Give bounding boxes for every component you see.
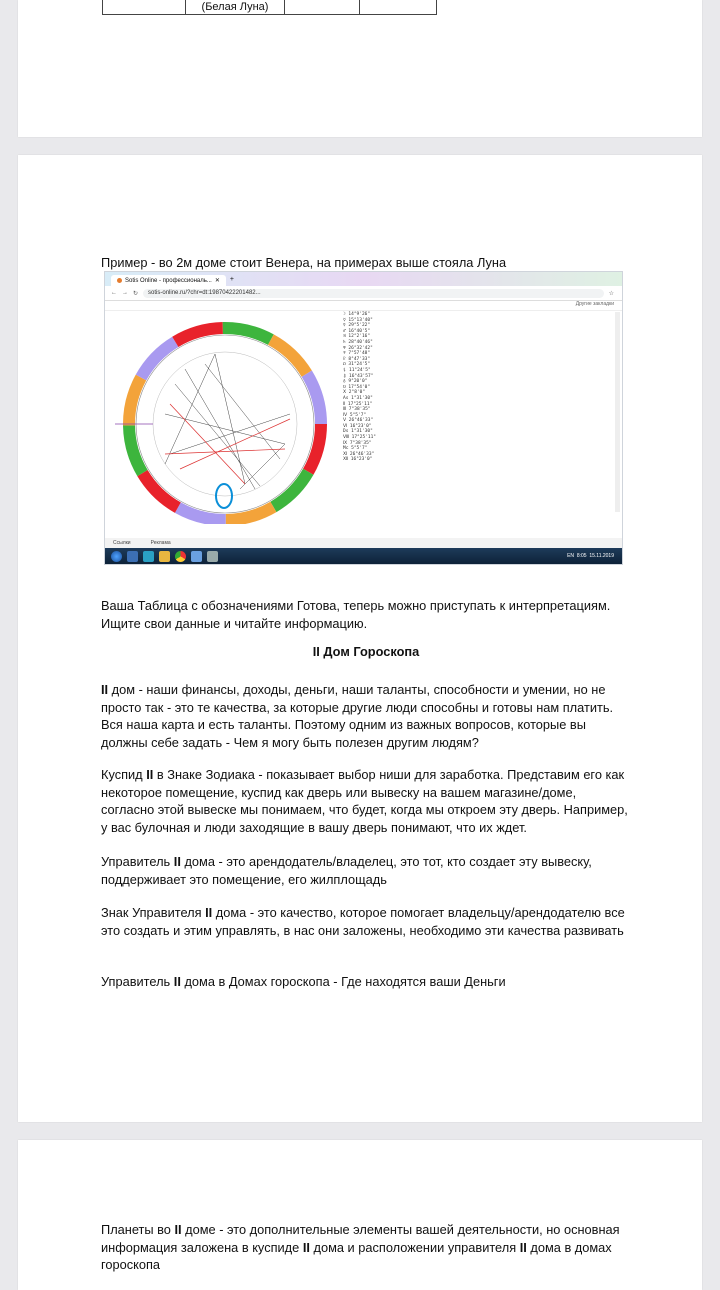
inner-ring	[136, 335, 314, 513]
paragraph-planets-in-house	[101, 1221, 631, 1274]
paragraph-text: в Знаке Зодиака - показывает выбор ниши для заработка. Представим его как некоторое помещение, куспид как дверь или вывеску на вашем магазине/доме, согласно этой вывеске мы понимаем, что будет, когда мы откроем эту дверь. Например, у вас булочная и люди заходящие в вашу дверь понимают, что их ждет.	[101, 767, 628, 835]
bookmarks-bar	[105, 301, 622, 311]
forward-icon: →	[122, 290, 128, 296]
system-tray	[567, 553, 622, 559]
ribbon-ads: Реклама	[150, 540, 171, 546]
start-button-icon	[111, 551, 122, 562]
tray-language: EN	[567, 553, 575, 559]
table-cell	[360, 0, 437, 15]
url-text: sotis-online.ru/?chr=dt:19870422201482...	[148, 290, 261, 296]
paragraph-table-ready: Ваша Таблица с обозначениями Готова, теперь можно приступать к интерпретациям. Ищите свои данные и читайте информацию.	[101, 598, 611, 631]
planet-positions-list: ☽ 14°9'26" ☿ 15°13'40" ♀ 29°5'22" ♂ 16°40'5" ♃ 12°2'16" ♄ 28°40'46" ♅ 26°32'42" ♆ 7°57'48" ♇ 8°47'33" ☊ 31°24'5" ⚸ 11°24'5" ⚷ 16°43'57" ♁ 9°20'0" ☋ 17°54'0" Ⅹ 2°8'0" As 1°31'30" Ⅱ 17°25'11" Ⅲ 7°38'35" Ⅳ 5°5'7" Ⅴ 26°46'33" Ⅵ 16°23'0" Ds 1°31'30" Ⅷ 17°25'11" Ⅸ 7°38'35" Mc 5°5'7" Ⅺ 26°46'33" Ⅻ 16°23'0"	[343, 312, 377, 463]
address-bar-row	[105, 286, 622, 301]
close-icon: ✕	[214, 278, 220, 284]
roman-numeral: II	[519, 1239, 527, 1255]
aspect-lines	[165, 354, 290, 489]
paragraph-text: Управитель	[101, 974, 174, 989]
roman-numeral: II	[173, 854, 181, 869]
paragraph-ruler-sign	[101, 904, 631, 939]
table-cell: (Белая Луна)	[186, 0, 285, 15]
roman-numeral: II	[101, 682, 109, 697]
page-scrollbar	[615, 312, 620, 512]
explorer-icon	[127, 551, 138, 562]
paragraph-house-2	[101, 681, 631, 751]
reload-icon: ↻	[133, 290, 139, 297]
paragraph-text: Знак Управителя	[101, 905, 206, 920]
document-page-2	[18, 155, 702, 1122]
new-tab-icon: +	[229, 275, 234, 283]
paragraph-text: дом - наши финансы, доходы, деньги, наши таланты, способности и умении, но не просто так - это те качества, за которые другие люди способны и готовы нам платить. Вся наша карта и есть таланты. Поэтому одним из важных вопросов, которые вы должны себе задать - Чем я могу быть полезен другим людям?	[101, 682, 614, 750]
planet-table-fragment	[102, 0, 437, 15]
roman-numeral: II	[174, 1222, 182, 1237]
house-ring	[153, 352, 297, 496]
paragraph-text: дома и расположении управителя	[309, 1239, 520, 1255]
windows-taskbar	[105, 548, 622, 564]
tab-title: Sotis Online - профессиональ...	[125, 277, 212, 284]
back-icon: ←	[111, 290, 117, 296]
roman-numeral: II	[146, 767, 154, 782]
paragraph-cusp	[101, 766, 631, 836]
tray-date: 15.11.2019	[589, 553, 614, 559]
paragraph-ruler	[101, 853, 631, 888]
paragraph-text: доме - это дополнительные элементы вашей деятельности, но основная информация заложена в куспиде	[101, 1222, 620, 1255]
embedded-browser-screenshot	[104, 271, 623, 565]
document-page-1	[18, 0, 702, 137]
paragraph-ruler-houses	[101, 973, 631, 991]
folder-icon	[159, 551, 170, 562]
url-field	[143, 289, 604, 298]
chrome-icon	[175, 551, 186, 562]
roman-numeral: II	[205, 905, 213, 920]
paragraph-text: дома - это качество, которое помогает владельцу/арендодателю все это создать и этим управлять, в нас они заложены, необходимо эти качества развивать	[101, 905, 625, 938]
browser-tab	[111, 275, 226, 286]
paragraph-text: дома в Домах гороскопа - Где находятся ваши Деньги	[180, 974, 506, 989]
bookmarks-label: Другие закладки	[575, 301, 614, 307]
document-page-3	[18, 1140, 702, 1290]
natal-chart-wheel	[115, 314, 345, 524]
bottom-ribbon	[105, 538, 623, 548]
favicon-icon	[117, 278, 122, 283]
roman-numeral: II	[173, 974, 181, 989]
aspect-lines-red	[165, 404, 290, 484]
table-cell	[103, 0, 186, 15]
ribbon-links: Ссылки	[113, 540, 131, 546]
paragraph-text: Управитель	[101, 854, 174, 869]
paragraph-text: дома в домах гороскопа	[101, 1239, 612, 1273]
example-caption: Пример - во 2м доме стоит Венера, на примерах выше стояла Луна	[101, 255, 507, 270]
star-icon: ☆	[608, 290, 614, 297]
app-icon	[191, 551, 202, 562]
paragraph-text: дома - это арендодатель/владелец, это тот, кто создает эту вывеску, поддерживает это помещение, его жилплощадь	[101, 854, 592, 887]
paragraph-text: Куспид	[101, 767, 147, 782]
browser-tab-bar	[105, 272, 622, 286]
app-icon	[207, 551, 218, 562]
table-cell	[285, 0, 360, 15]
section-heading: II Дом Гороскопа	[312, 644, 420, 659]
tray-time: 8:05	[576, 553, 587, 559]
paragraph-text: Планеты во	[101, 1222, 175, 1237]
media-icon	[143, 551, 154, 562]
roman-numeral: II	[302, 1239, 310, 1255]
